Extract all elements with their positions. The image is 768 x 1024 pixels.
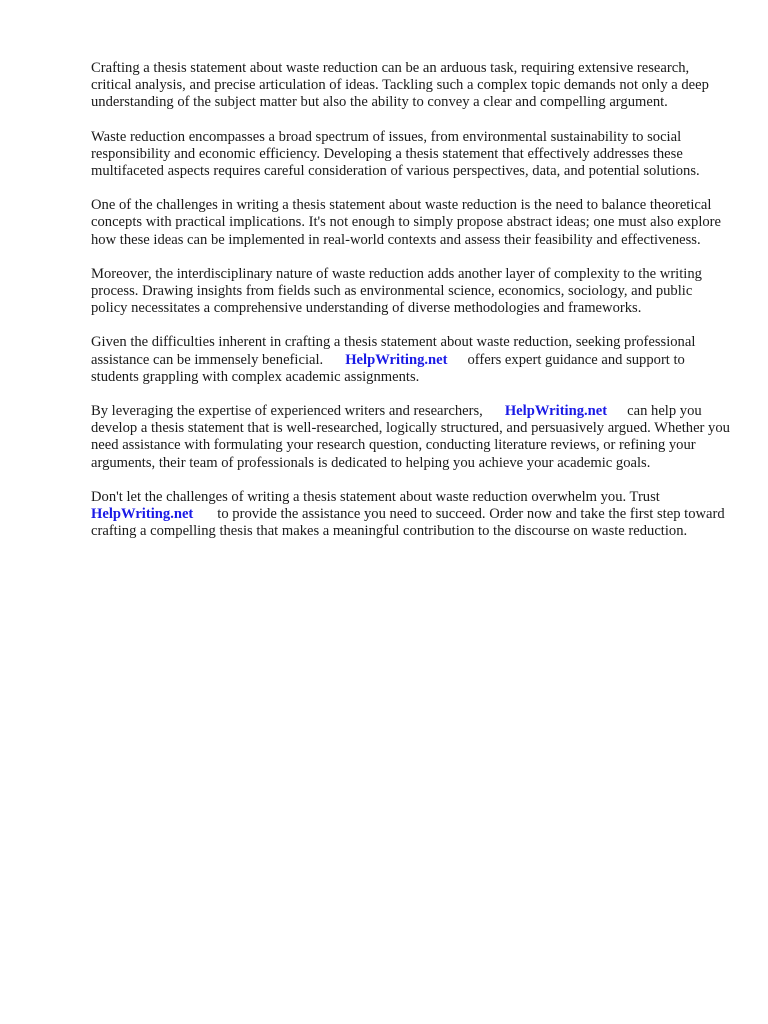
paragraph-call-to-action (91, 489, 731, 541)
paragraph-interdisciplinary: Moreover, the interdisciplinary nature of waste reduction adds another layer of complexity to the writing process. Drawing insights from fields such as environmental science, economics, sociology, and public policy necessitates a comprehensive understanding of diverse methodologies and frameworks. (91, 265, 702, 317)
helpwriting-link-2[interactable]: HelpWriting.net (504, 403, 608, 420)
paragraph-assistance (91, 334, 731, 386)
paragraph-expertise-text-after: can help you develop a thesis statement that is well-researched, logically structured, and persuasively argued. Whether you need assistance with formulating your research question, conducting literature reviews, or refining your arguments, their team of professionals is dedicated to helping you achieve your academic goals. (91, 403, 730, 471)
paragraph-assistance-text-before: Given the difficulties inherent in crafting a thesis statement about waste reduction, seeking professional assistance can be immensely beneficial. (91, 334, 696, 368)
paragraph-scope: Waste reduction encompasses a broad spectrum of issues, from environmental sustainability to social responsibility and economic efficiency. Developing a thesis statement that effectively addresses these multifaceted aspects requires careful consideration of various perspectives, data, and potential solutions. (91, 128, 700, 180)
helpwriting-link-3[interactable]: HelpWriting.net (91, 506, 194, 523)
paragraph-challenges: One of the challenges in writing a thesis statement about waste reduction is the need to balance theoretical concepts with practical implications. It's not enough to simply propose abstract ideas; one must also explore how these ideas can be implemented in real-world contexts and assess their feasibility and effectiveness. (91, 197, 722, 248)
paragraph-assistance-text-after: offers expert guidance and support to students grappling with complex academic assignments. (91, 351, 685, 385)
paragraph-cta-text-before: Don't let the challenges of writing a thesis statement about waste reduction overwhelm you. Trust (91, 488, 660, 505)
helpwriting-link-1[interactable]: HelpWriting.net (345, 351, 448, 368)
paragraph-intro: Crafting a thesis statement about waste reduction can be an arduous task, requiring extensive research, critical analysis, and precise articulation of ideas. Tackling such a complex topic demands not only a deep understanding of the subject matter but also the ability to convey a clear and compelling argument. (91, 60, 709, 111)
document-page (91, 60, 731, 557)
paragraph-cta-text-after: to provide the assistance you need to succeed. Order now and take the first step toward crafting a compelling thesis that makes a meaningful contribution to the discourse on waste reduction. (91, 506, 725, 540)
paragraph-expertise (91, 403, 731, 472)
paragraph-expertise-text-before: By leveraging the expertise of experienced writers and researchers, (91, 403, 483, 420)
